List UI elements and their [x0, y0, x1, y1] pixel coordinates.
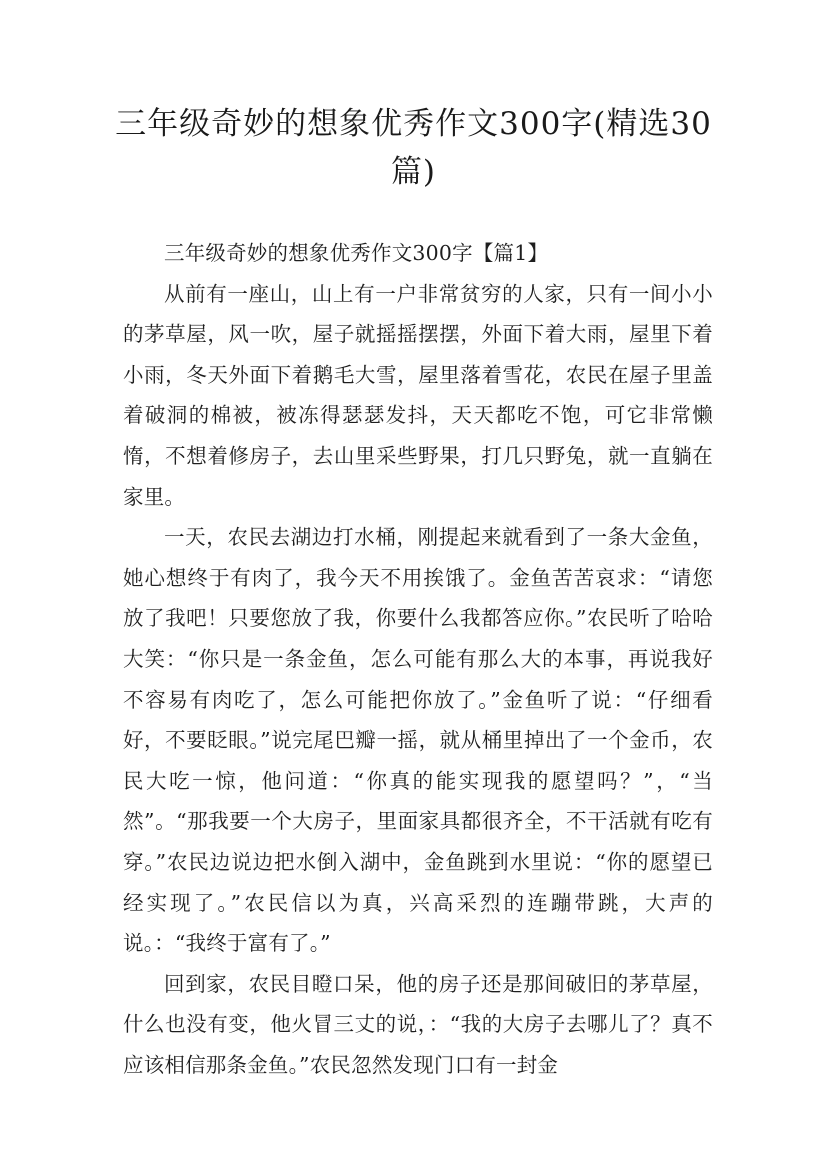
section-heading: 三年级奇妙的想象优秀作文300字【篇1】 — [164, 241, 549, 265]
paragraph-2: 一天，农民去湖边打水桶，刚提起来就看到了一条大金鱼，她心想终于有肉了，我今天不用挨饿了。金鱼苦苦哀求：“请您放了我吧！只要您放了我，你要什么我都答应你。”农民听了哈哈大笑：“你只是一条金鱼，怎么可能有那么大的本事，再说我好不容易有肉吃了，怎么可能把你放了。”金鱼听了说：“仔细看好，不要眨眼。”说完尾巴瓣一摇，就从桶里掉出了一个金币，农民大吃一惊，他问道：“你真的能实现我的愿望吗？”，“当然”。“那我要一个大房子，里面家具都很齐全，不干活就有吃有穿。”农民边说边把水倒入湖中，金鱼跳到水里说：“你的愿望已经实现了。”农民信以为真，兴高采烈的连蹦带跳，大声的说。：“我终于富有了。” — [123, 525, 713, 956]
document-body — [123, 233, 713, 1085]
document-title: 三年级奇妙的想象优秀作文300字(精选30篇) — [115, 106, 712, 190]
paragraph-3: 回到家，农民目瞪口呆，他的房子还是那间破旧的茅草屋，什么也没有变，他火冒三丈的说，：“我的大房子去哪儿了？真不应该相信那条金鱼。”农民忽然发现门口有一封金 — [123, 971, 713, 1077]
paragraph-1: 从前有一座山，山上有一户非常贫穷的人家，只有一间小小的茅草屋，风一吹，屋子就摇摇摆摆，外面下着大雨，屋里下着小雨，冬天外面下着鹅毛大雪，屋里落着雪花，农民在屋子里盖着破洞的棉被，被冻得瑟瑟发抖，天天都吃不饱，可它非常懒惰，不想着修房子，去山里采些野果，打几只野兔，就一直躺在家里。 — [123, 281, 713, 509]
